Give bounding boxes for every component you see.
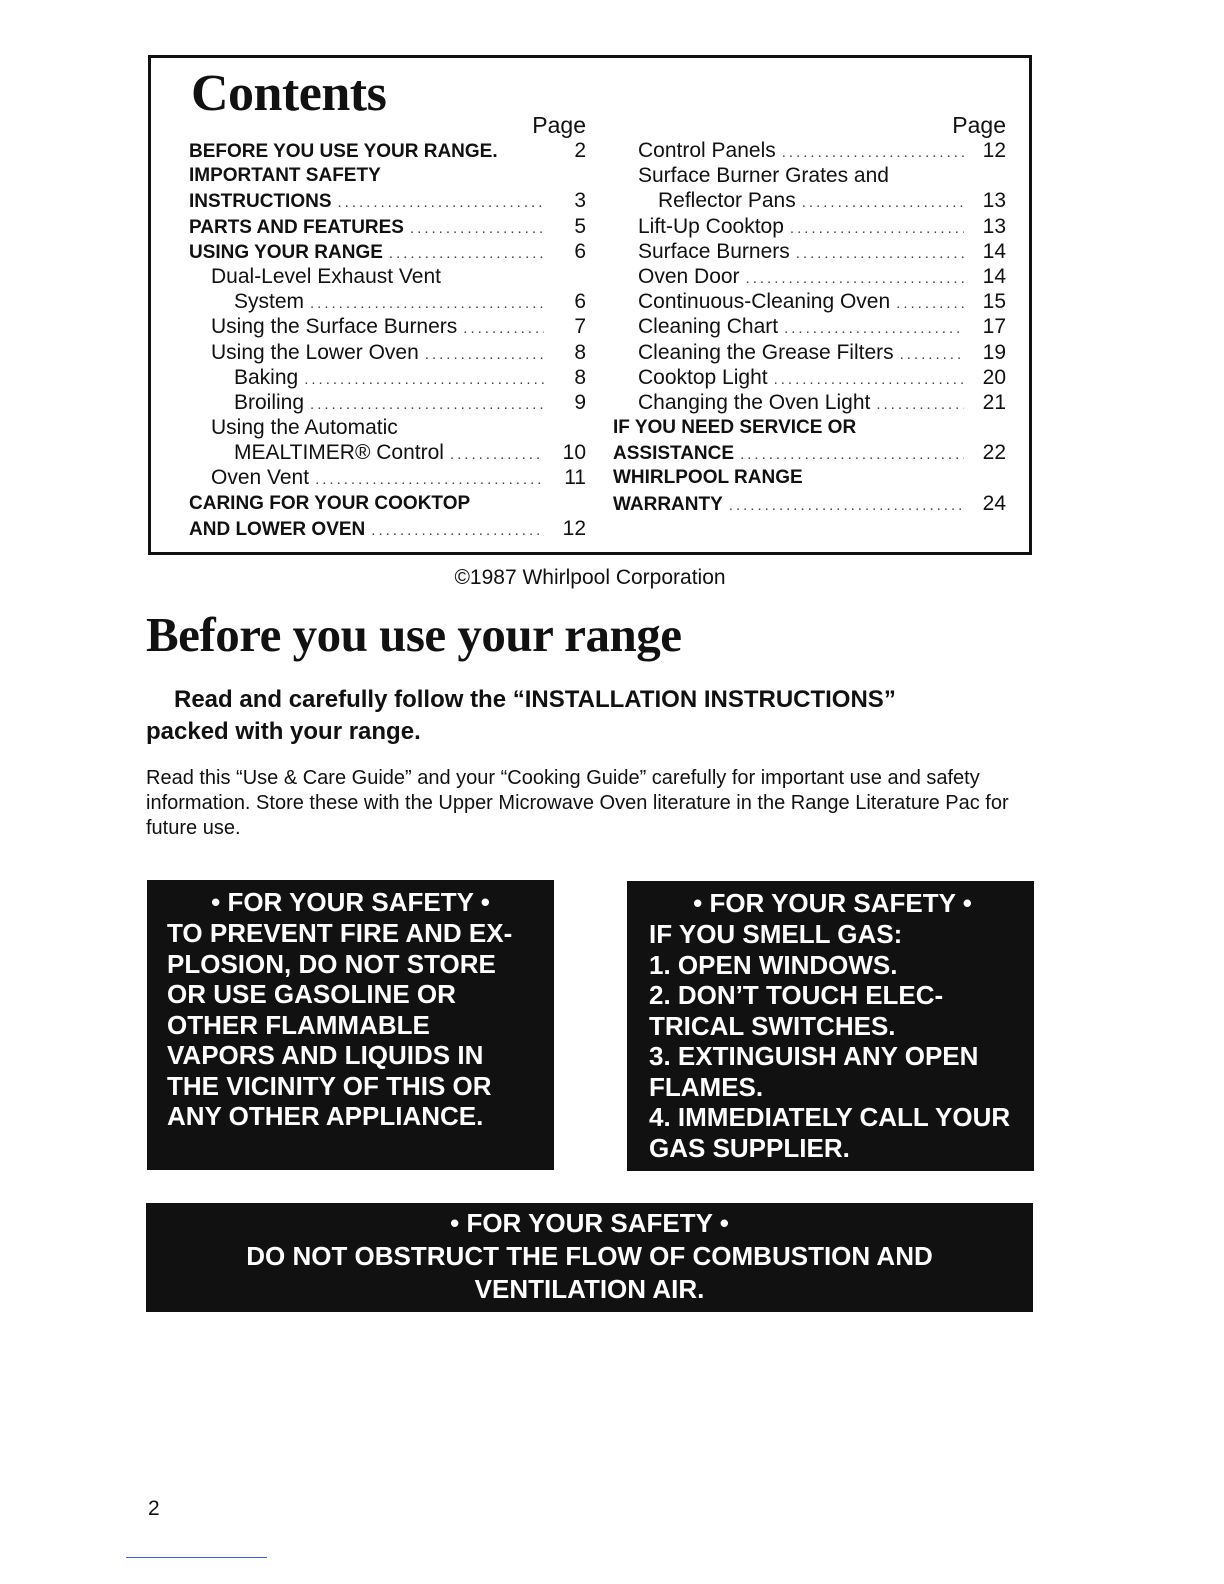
footer-divider	[126, 1557, 267, 1558]
toc-entry	[189, 390, 586, 415]
toc-right-list	[613, 138, 1006, 516]
toc-entry	[189, 214, 586, 239]
toc-entry	[613, 491, 1006, 516]
toc-entry-label: WHIRLPOOL RANGE	[613, 467, 803, 489]
toc-entry	[189, 340, 586, 365]
toc-leader-dots	[371, 518, 544, 543]
toc-entry-label: WARRANTY	[613, 493, 723, 515]
toc-entry-page: 13	[982, 214, 1006, 238]
contents-left-column	[189, 112, 586, 541]
toc-entry-page: 6	[574, 290, 586, 314]
toc-entry-label: PARTS AND FEATURES	[189, 216, 404, 238]
toc-entry	[613, 365, 1006, 390]
toc-entry-label: Lift-Up Cooktop	[638, 214, 784, 238]
toc-entry-label: IF YOU NEED SERVICE OR	[613, 417, 857, 439]
toc-entry-page: 15	[982, 290, 1006, 314]
contents-title: Contents	[191, 65, 387, 122]
toc-entry-label: Surface Burner Grates and	[638, 164, 889, 188]
toc-entry	[189, 163, 586, 188]
toc-entry-label: Reflector Pans	[658, 189, 796, 213]
toc-entry-page: 13	[982, 189, 1006, 213]
toc-entry-label: Cleaning Chart	[638, 315, 779, 339]
toc-entry-page: 21	[982, 390, 1006, 414]
toc-entry-page: 8	[574, 365, 586, 389]
safety-box-text: DO NOT OBSTRUCT THE FLOW OF COMBUSTION AND VENTILATION AIR.	[246, 1241, 933, 1304]
toc-entry-page: 11	[564, 466, 586, 490]
safety-box-text: TO PREVENT FIRE AND EX- PLOSION, DO NOT STORE OR USE GASOLINE OR OTHER FLAMMABLE VAPORS AND LIQUIDS IN THE VICINITY OF THIS OR ANY OTHER APPLIANCE.	[167, 918, 513, 1131]
safety-box-text: IF YOU SMELL GAS: 1. OPEN WINDOWS. 2. DON’T TOUCH ELEC- TRICAL SWITCHES. 3. EXTINGUISH ANY OPEN FLAMES. 4. IMMEDIATELY CALL YOUR GAS SUPPLIER.	[649, 919, 1011, 1163]
installation-notice-line1: Read and carefully follow the “INSTALLATION INSTRUCTIONS”	[174, 686, 896, 713]
toc-entry	[189, 314, 586, 339]
toc-leader-dots	[304, 367, 544, 392]
toc-entry	[189, 138, 586, 163]
toc-entry	[189, 365, 586, 390]
page-column-header: Page	[952, 112, 1006, 138]
toc-entry-page: 8	[574, 340, 586, 364]
toc-leader-dots	[876, 392, 964, 417]
toc-entry-label: Cooktop Light	[638, 365, 768, 389]
toc-entry	[189, 264, 586, 289]
safety-box-fire	[147, 880, 554, 1170]
toc-leader-dots	[900, 342, 964, 367]
toc-entry	[189, 415, 586, 440]
toc-entry-label: Broiling	[234, 390, 305, 414]
toc-entry-label: System	[234, 290, 305, 314]
intro-paragraph: Read this “Use & Care Guide” and your “Cooking Guide” carefully for important use and safety information. Store these with the Upper Microwave Oven literature in the Range Literature Pac for future use.	[146, 767, 1009, 839]
toc-entry-label: Using the Surface Burners	[211, 315, 458, 339]
toc-entry-page: 3	[574, 189, 586, 213]
toc-leader-dots	[729, 493, 964, 518]
toc-leader-dots	[315, 467, 544, 492]
toc-entry	[613, 465, 1006, 490]
toc-entry-page: 5	[574, 214, 586, 238]
toc-entry-page: 7	[574, 315, 586, 339]
toc-entry-label: IMPORTANT SAFETY	[189, 165, 381, 187]
toc-entry-page: 22	[982, 441, 1006, 465]
toc-entry	[613, 289, 1006, 314]
toc-left-list	[189, 138, 586, 541]
toc-leader-dots	[784, 316, 964, 341]
safety-box-gas	[627, 881, 1034, 1171]
toc-entry	[189, 491, 586, 516]
toc-entry-label: Oven Door	[638, 264, 740, 288]
toc-entry	[613, 390, 1006, 415]
toc-entry-label: Surface Burners	[638, 239, 790, 263]
safety-box-heading: • FOR YOUR SAFETY •	[693, 888, 972, 918]
toc-leader-dots	[746, 266, 964, 291]
toc-leader-dots	[425, 342, 544, 367]
toc-entry-label: ASSISTANCE	[613, 443, 735, 465]
toc-entry-page: 17	[982, 315, 1006, 339]
toc-entry-label: BEFORE YOU USE YOUR RANGE.	[189, 141, 498, 162]
toc-entry-label: Baking	[234, 365, 299, 389]
toc-entry-page: 12	[562, 516, 586, 540]
safety-box-heading: • FOR YOUR SAFETY •	[211, 887, 490, 917]
toc-entry-page: 19	[982, 340, 1006, 364]
toc-leader-dots	[790, 216, 964, 241]
toc-leader-dots	[310, 291, 544, 316]
toc-entry	[189, 440, 586, 465]
toc-entry	[189, 188, 586, 213]
toc-entry-label: CARING FOR YOUR COOKTOP	[189, 492, 471, 514]
toc-entry-label: Oven Vent	[211, 466, 310, 490]
toc-entry-page: 2	[574, 139, 586, 162]
toc-entry	[189, 289, 586, 314]
toc-entry-label: USING YOUR RANGE	[189, 241, 383, 263]
toc-entry-label: Continuous-Cleaning Oven	[638, 290, 891, 314]
page-number: 2	[148, 1497, 160, 1520]
toc-entry-label: INSTRUCTIONS	[189, 191, 332, 213]
toc-leader-dots	[463, 316, 544, 341]
section-heading: Before you use your range	[146, 607, 682, 662]
toc-entry	[613, 239, 1006, 264]
toc-entry	[189, 516, 586, 541]
toc-entry-page: 6	[574, 239, 586, 263]
toc-entry	[613, 314, 1006, 339]
toc-entry	[189, 239, 586, 264]
toc-entry-label: MEALTIMER® Control	[234, 441, 444, 465]
toc-entry-label: Using the Automatic	[211, 416, 398, 440]
page-column-header: Page	[532, 112, 586, 138]
toc-entry	[613, 440, 1006, 465]
toc-leader-dots	[896, 291, 964, 316]
toc-entry-page: 14	[982, 264, 1006, 288]
toc-leader-dots	[338, 190, 545, 215]
toc-entry-page: 12	[982, 139, 1006, 162]
toc-entry	[613, 340, 1006, 365]
toc-entry	[613, 188, 1006, 213]
toc-leader-dots	[740, 442, 964, 467]
contents-right-column	[613, 112, 1006, 516]
toc-leader-dots	[389, 241, 544, 266]
toc-entry-label: AND LOWER OVEN	[189, 518, 366, 540]
toc-leader-dots	[310, 392, 544, 417]
toc-entry	[613, 163, 1006, 188]
toc-entry-page: 24	[982, 491, 1006, 515]
installation-notice-line2: packed with your range.	[146, 718, 421, 745]
toc-entry	[613, 214, 1006, 239]
toc-entry-label: Using the Lower Oven	[211, 340, 419, 364]
toc-entry-label: Dual-Level Exhaust Vent	[211, 264, 441, 288]
installation-notice	[146, 684, 1046, 748]
contents-box	[148, 55, 1032, 555]
safety-box-heading: • FOR YOUR SAFETY •	[450, 1208, 729, 1238]
toc-entry-page: 10	[562, 441, 586, 465]
copyright-notice: ©1987 Whirlpool Corporation	[454, 566, 726, 589]
toc-entry-page: 9	[574, 390, 586, 414]
toc-leader-dots	[796, 241, 964, 266]
toc-leader-dots	[410, 216, 544, 241]
toc-entry-label: Changing the Oven Light	[638, 390, 871, 414]
toc-entry	[613, 264, 1006, 289]
toc-leader-dots	[782, 140, 964, 165]
toc-entry-label: Control Panels	[638, 139, 776, 162]
toc-entry	[613, 415, 1006, 440]
toc-entry-label: Cleaning the Grease Filters	[638, 340, 894, 364]
toc-leader-dots	[774, 367, 964, 392]
toc-entry-page: 14	[982, 239, 1006, 263]
toc-entry-page: 20	[982, 365, 1006, 389]
toc-entry	[613, 138, 1006, 163]
toc-leader-dots	[802, 190, 964, 215]
toc-leader-dots	[450, 442, 544, 467]
safety-box-ventilation	[146, 1203, 1033, 1312]
toc-entry	[189, 465, 586, 490]
